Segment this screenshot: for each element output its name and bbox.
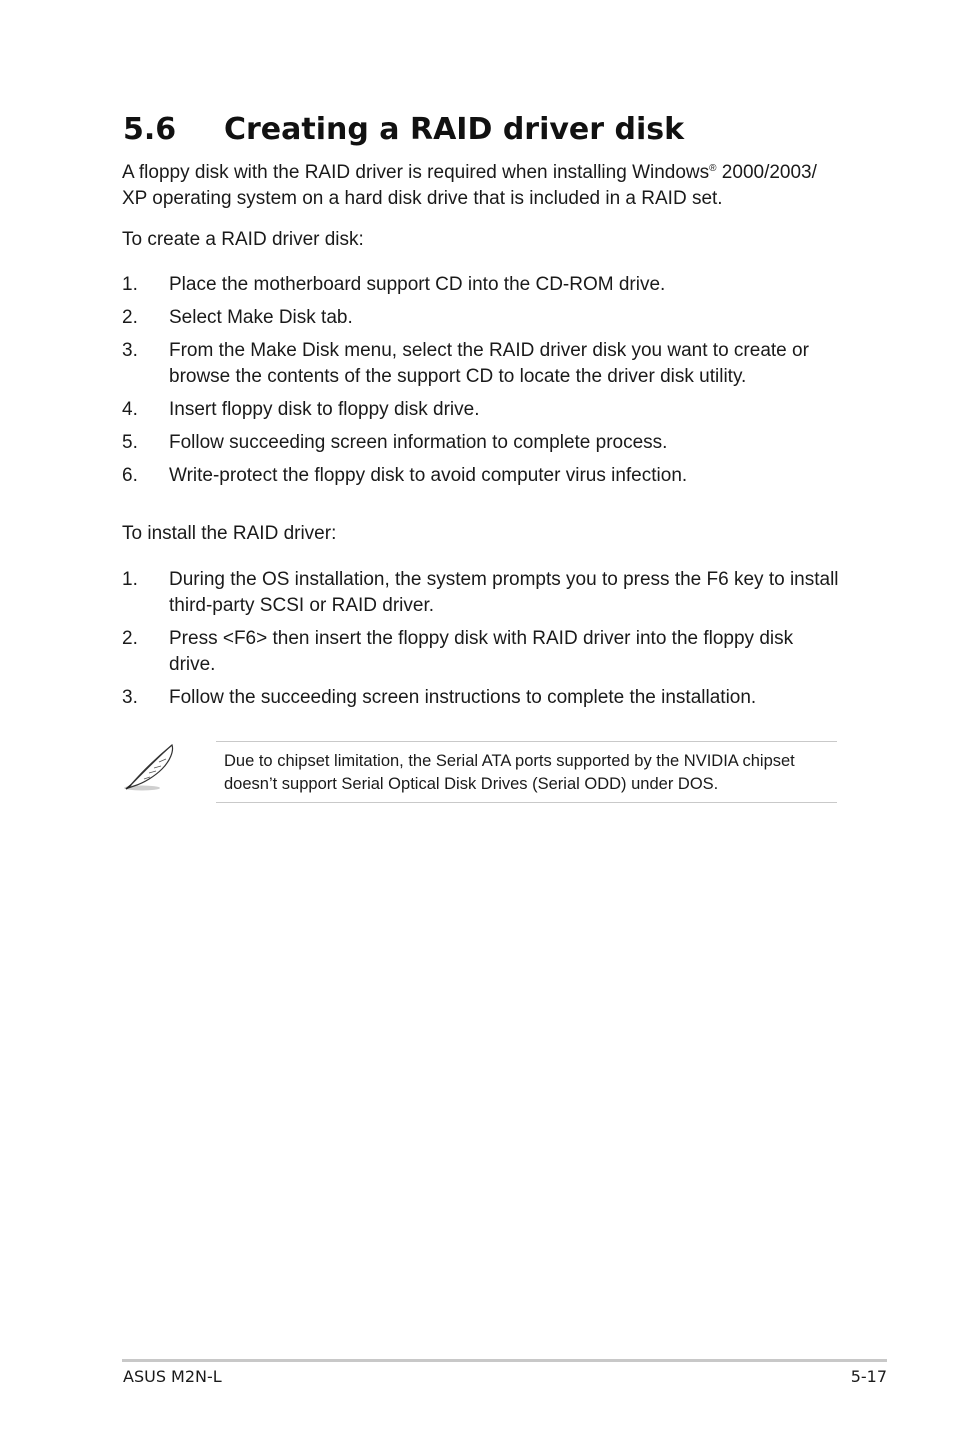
step-text: Place the motherboard support CD into the CD-ROM drive.: [169, 274, 666, 295]
list-item: [122, 272, 842, 298]
section-title: Creating a RAID driver disk: [224, 112, 685, 147]
list-item: [122, 338, 842, 390]
footer-product-name: ASUS M2N-L: [123, 1367, 222, 1386]
step-text: Follow the succeeding screen instructions to complete the installation.: [169, 687, 757, 708]
list-item: [122, 397, 842, 423]
list-item: [122, 685, 842, 711]
section-number: 5.6: [123, 112, 177, 147]
step-number: 4.: [122, 399, 138, 420]
footer-rule: [122, 1359, 887, 1362]
intro-text-end: 2000/2003/ XP operating system on a hard disk drive that is included in a RAID set.: [122, 162, 817, 209]
step-text: Press <F6> then insert the floppy disk with RAID driver into the floppy disk drive.: [169, 628, 794, 675]
step-text: Select Make Disk tab.: [169, 307, 353, 328]
step-number: 1.: [122, 274, 138, 295]
step-number: 3.: [122, 687, 138, 708]
list-item: [122, 463, 842, 489]
list-item: [122, 305, 842, 331]
feather-pen-icon: [122, 739, 180, 795]
intro-text-start: A floppy disk with the RAID driver is required when installing Windows: [122, 162, 710, 183]
note-text: Due to chipset limitation, the Serial ATA ports supported by the NVIDIA chipset doesn’t support Serial Optical Disk Drives (Serial ODD) under DOS.: [224, 752, 795, 793]
intro-paragraph: [122, 160, 842, 212]
install-steps-list: [122, 567, 842, 718]
note-box: [216, 741, 837, 803]
list-item: [122, 567, 842, 619]
create-steps-list: [122, 272, 842, 496]
step-number: 2.: [122, 307, 138, 328]
create-heading: To create a RAID driver disk:: [122, 229, 364, 250]
step-number: 3.: [122, 340, 138, 361]
step-number: 2.: [122, 628, 138, 649]
step-text: From the Make Disk menu, select the RAID driver disk you want to create or browse the contents of the support CD to locate the driver disk utility.: [169, 340, 809, 387]
install-heading: To install the RAID driver:: [122, 523, 337, 544]
step-text: Follow succeeding screen information to complete process.: [169, 432, 668, 453]
footer-page-number: 5-17: [850, 1367, 887, 1386]
step-text: During the OS installation, the system prompts you to press the F6 key to install third-party SCSI or RAID driver.: [169, 569, 839, 616]
registered-mark: ®: [709, 163, 717, 174]
page-title: [123, 108, 684, 152]
step-number: 5.: [122, 432, 138, 453]
step-text: Insert floppy disk to floppy disk drive.: [169, 399, 480, 420]
step-number: 1.: [122, 569, 138, 590]
list-item: [122, 430, 842, 456]
step-number: 6.: [122, 465, 138, 486]
list-item: [122, 626, 842, 678]
step-text: Write-protect the floppy disk to avoid computer virus infection.: [169, 465, 688, 486]
